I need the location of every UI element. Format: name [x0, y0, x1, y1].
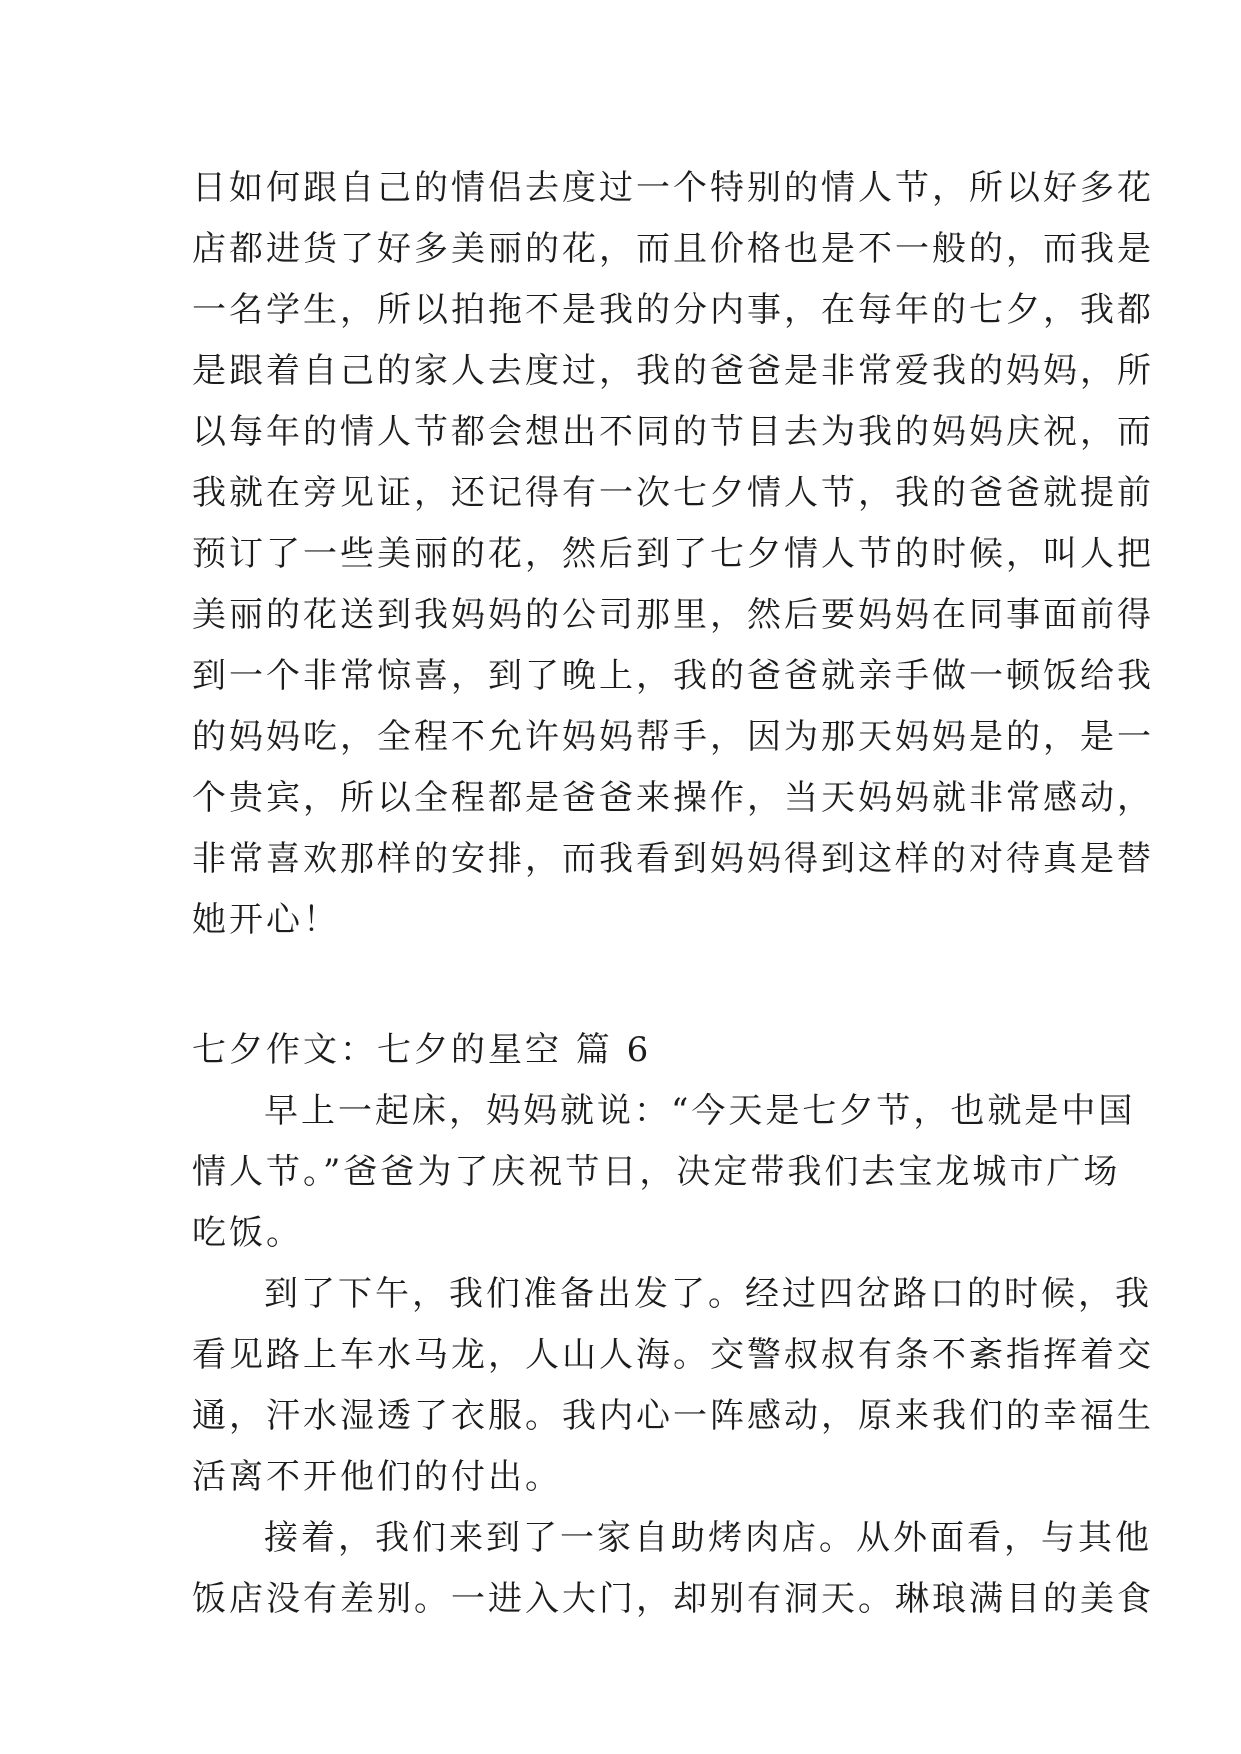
- text-line: 通，汗水湿透了衣服。我内心一阵感动，原来我们的幸福生: [192, 1396, 1154, 1436]
- text-line: 她开心！: [192, 900, 340, 940]
- text-line: 接着，我们来到了一家自助烤肉店。从外面看，与其他: [264, 1518, 1152, 1558]
- text-line: 到一个非常惊喜，到了晚上，我的爸爸就亲手做一顿饭给我: [192, 656, 1154, 696]
- text-line: 到了下午，我们准备出发了。经过四岔路口的时候，我: [264, 1274, 1152, 1314]
- paragraph: [192, 1264, 1154, 1508]
- section-spacer: [192, 951, 1052, 1020]
- text-line: 是跟着自己的家人去度过，我的爸爸是非常爱我的妈妈，所: [192, 351, 1154, 391]
- text-line: 饭店没有差别。一进入大门，却别有洞天。琳琅满目的美食: [192, 1579, 1154, 1619]
- text-line: 美丽的花送到我妈妈的公司那里，然后要妈妈在同事面前得: [192, 595, 1154, 635]
- text-line: 店都进货了好多美丽的花，而且价格也是不一般的，而我是: [192, 229, 1154, 269]
- section-title: 七夕作文：七夕的星空 篇 6: [192, 1030, 652, 1070]
- text-line: 情人节。”爸爸为了庆祝节日，决定带我们去宝龙城市广场: [192, 1152, 1121, 1192]
- document-body: [192, 158, 1154, 1630]
- text-line: 以每年的情人节都会想出不同的节目去为我的妈妈庆祝，而: [192, 412, 1154, 452]
- text-line: 活离不开他们的付出。: [192, 1457, 562, 1497]
- text-line: 预订了一些美丽的花，然后到了七夕情人节的时候，叫人把: [192, 534, 1154, 574]
- paragraph: [192, 1081, 1136, 1264]
- text-line: 早上一起床，妈妈就说：“今天是七夕节，也就是中国: [264, 1091, 1136, 1131]
- text-line: 个贵宾，所以全程都是爸爸来操作，当天妈妈就非常感动，: [192, 778, 1154, 818]
- text-line: 我就在旁见证，还记得有一次七夕情人节，我的爸爸就提前: [192, 473, 1154, 513]
- text-line: 非常喜欢那样的安排，而我看到妈妈得到这样的对待真是替: [192, 839, 1154, 879]
- text-line: 日如何跟自己的情侣去度过一个特别的情人节，所以好多花: [192, 168, 1154, 208]
- text-line: 一名学生，所以拍拖不是我的分内事，在每年的七夕，我都: [192, 290, 1154, 330]
- text-line: 看见路上车水马龙，人山人海。交警叔叔有条不紊指挥着交: [192, 1335, 1154, 1375]
- text-line: 的妈妈吃，全程不允许妈妈帮手，因为那天妈妈是的，是一: [192, 717, 1154, 757]
- text-line: 吃饭。: [192, 1213, 303, 1253]
- top-paragraph: [192, 158, 1154, 951]
- paragraph: [192, 1508, 1154, 1630]
